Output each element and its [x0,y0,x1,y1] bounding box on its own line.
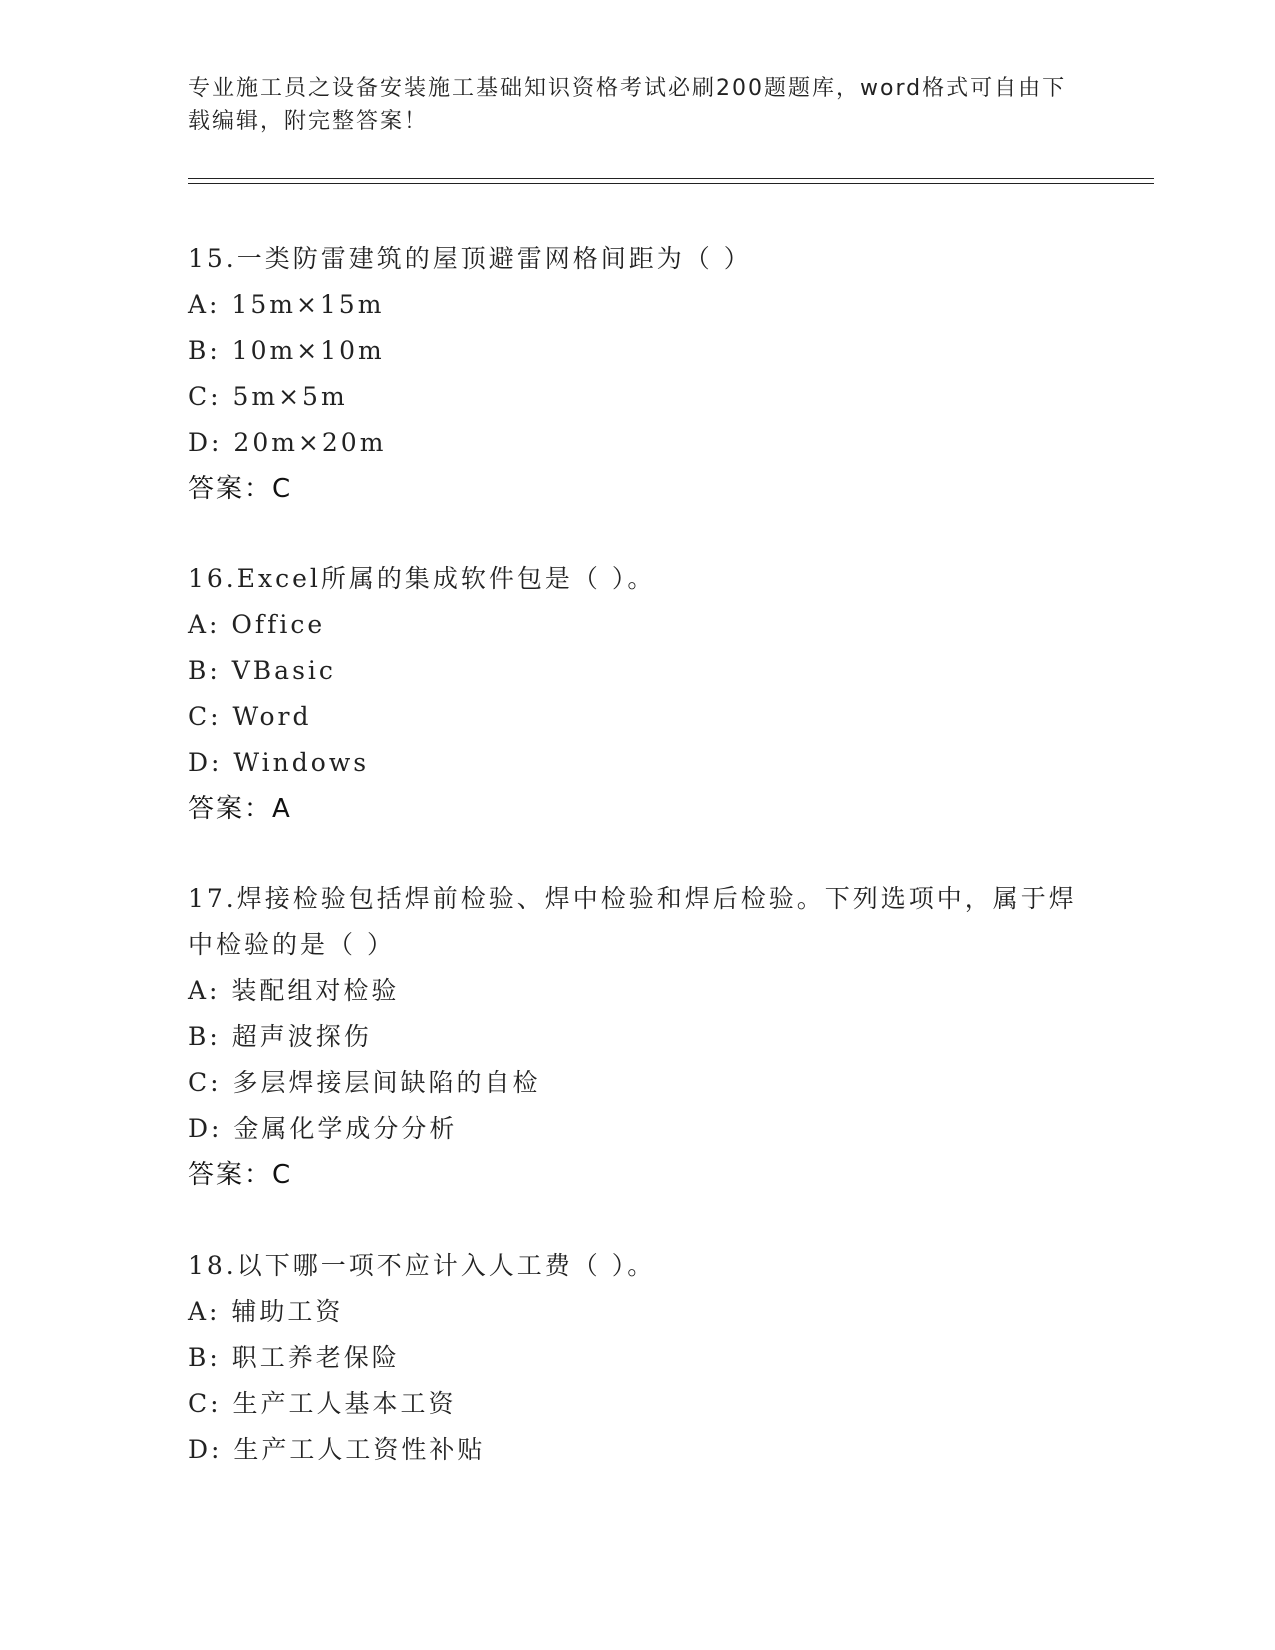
question-stem: 18.以下哪一项不应计入人工费（ ）。 [188,1251,656,1280]
option-c: C: 多层焊接层间缺陷的自检 [188,1068,541,1097]
option-b: B: 10m×10m [188,336,385,365]
question-15 [188,236,1088,512]
header-divider-bottom [188,183,1154,184]
question-17 [188,876,1088,1198]
option-a: A: 辅助工资 [188,1297,344,1326]
option-b: B: 职工养老保险 [188,1343,400,1372]
question-stem: 15.一类防雷建筑的屋顶避雷网格间距为（ ） [188,244,752,273]
option-c: C: Word [188,702,312,731]
option-d: D: 20m×20m [188,428,387,457]
answer: 答案：C [188,1160,293,1190]
question-stem: 16.Excel所属的集成软件包是（ ）。 [188,564,656,593]
option-d: D: 金属化学成分分析 [188,1114,458,1143]
header-divider-top [188,178,1154,179]
question-18 [188,1243,1088,1473]
option-d: D: Windows [188,748,370,777]
option-a: A: 15m×15m [188,290,385,319]
answer: 答案：A [188,794,292,824]
option-d: D: 生产工人工资性补贴 [188,1435,486,1464]
option-b: B: VBasic [188,656,336,685]
option-a: A: 装配组对检验 [188,976,400,1005]
question-16 [188,556,1088,832]
option-a: A: Office [188,610,326,639]
option-b: B: 超声波探伤 [188,1022,372,1051]
answer: 答案：C [188,474,293,504]
document-header: 专业施工员之设备安装施工基础知识资格考试必刷200题题库，word格式可自由下载编辑，附完整答案！ [188,76,1067,134]
option-c: C: 生产工人基本工资 [188,1389,457,1418]
question-stem: 17.焊接检验包括焊前检验、焊中检验和焊后检验。下列选项中，属于焊中检验的是（ ） [188,884,1077,959]
option-c: C: 5m×5m [188,382,348,411]
